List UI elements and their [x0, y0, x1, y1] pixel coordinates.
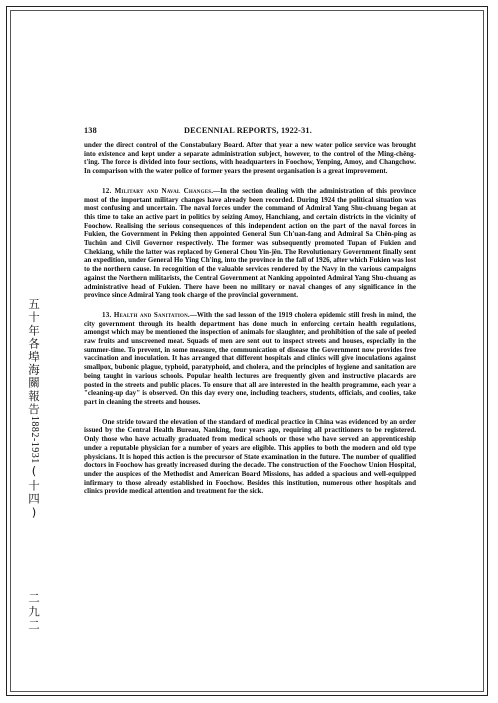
paragraph-health-sanitation: [84, 311, 416, 407]
side-title-chinese: [26, 298, 42, 521]
section-heading-military: 12. Military and Naval Changes.: [102, 186, 214, 195]
paragraph-text: —With the sad lesson of the 1919 cholera epidemic still fresh in mind, the city government through its health department has done much in enforcing certain health regulations, amongst which may be mentioned the inspection of animals for slaughter, and prohibition of the sale of peeled raw fruits and unscreened meat. Squads of men are sent out to inspect streets and houses, especially in the summer-time. To prevent, in some measure, the communication of disease the Government now provides free vaccination and inoculation. It has arranged that different hospitals and clinics will give inoculations against smallpox, bubonic plague, typhoid, paratyphoid, and cholera, and the principles of hygiene and sanitation are being taught in various schools. Popular health lectures are frequently given and instructive placards are posted in the streets and public places. To ensure that all are interested in the health programme, each year a "cleaning-up day" is observed. On this day every one, including teachers, students, officials, and coolies, take part in cleaning the streets and houses.: [84, 310, 416, 406]
side-title-years: 1882-1931: [29, 415, 40, 464]
side-page-number-chinese: 二九二: [27, 592, 41, 633]
side-title-suffix: (十四): [27, 463, 41, 522]
paragraph-water-police: [84, 141, 416, 176]
body-text: [84, 141, 416, 507]
side-title-prefix: 五十年各埠海關報告: [27, 298, 41, 416]
paragraph-military-naval: [84, 187, 416, 300]
paragraph-text: —In the section dealing with the administration of this province most of the important military changes have already been recorded. During 1924 the political situation was most confusing and uncertain. The naval forces under the command of Admiral Yang Shu-chuang began at this time to take an active part in politics by seizing Amoy, Hanchiang, and certain districts in the vicinity of Foochow. Realising the serious consequences of this independent action on the part of the naval forces in Fukien, the Government in Peking then appointed General Sun Ch'uan-fang and Admiral Sa Chên-ping as Tuchün and Civil Governor respectively. The former was subsequently promoted Tupan of Fukien and Chekiang, while the latter was replaced by General Chou Yin-jên. The Revolutionary Government finally sent an expedition, under General Ho Ying Ch'ing, into the province in the fall of 1926, after which Fukien was lost to the northern cause. In recognition of the valuable services rendered by the Navy in the various campaigns against the Northern militarists, the Central Government at Nanking appointed Admiral Yang Shu-chuang as administrative head of Fukien. There have been no military or naval changes of any significance in the province since Admiral Yang took charge of the provincial government.: [84, 186, 416, 300]
page-number: 138: [84, 126, 97, 135]
paragraph-medical-practice: [84, 418, 416, 496]
running-title: DECENNIAL REPORTS, 1922-31.: [184, 126, 312, 135]
paragraph-text: under the direct control of the Constabulary Board. After that year a new water police service was brought into existence and kept under a separate administration subject, however, to the control of the Ming-chêng-t'ing. The force is divided into four sections, with headquarters in Foochow, Yenping, Amoy, and Changchow. In comparison with the water police of former years the present organisation is a great improvement.: [84, 141, 416, 176]
section-heading-health: 13. Health and Sanitation.: [102, 310, 190, 319]
paragraph-text: One stride toward the elevation of the standard of medical practice in China was evidenced by an order issued by the Central Health Bureau, Nanking, four years ago, requiring all practitioners to be registered. Only those who have actually graduated from medical schools or those who have served an apprenticeship under a reputable physician for a number of years are eligible. This applies to both the modern and old type physicians. It is hoped this action is the precursor of State examination in the future. The number of qualified doctors in Foochow has greatly increased during the decade. The construction of the Foochow Union Hospital, under the auspices of the Methodist and American Board Missions, has added a spacious and well-equipped infirmary to those already established in Foochow. Besides this institution, numerous other hospitals and clinics provide medical attention and treatment for the sick.: [84, 417, 416, 496]
